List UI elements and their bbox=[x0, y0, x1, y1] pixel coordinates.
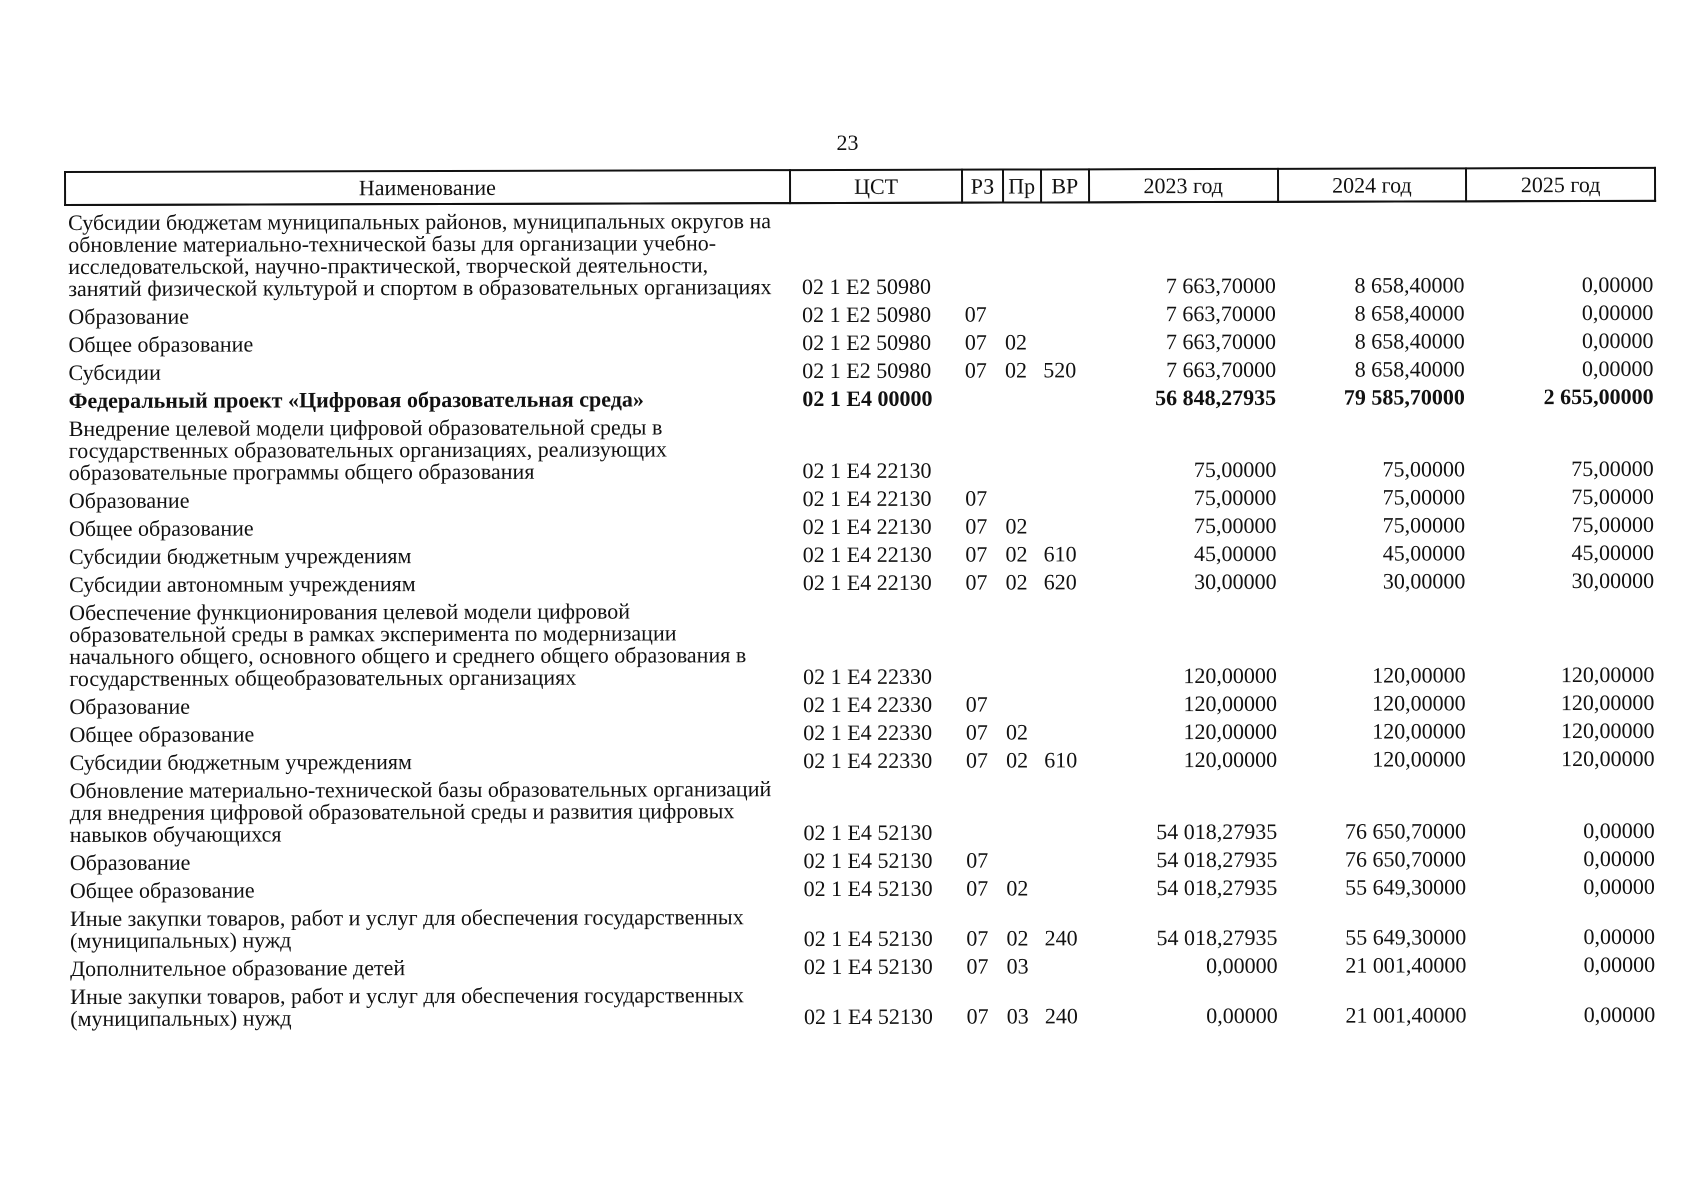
row-cst: 02 1 E4 22330 bbox=[803, 747, 933, 774]
row-vr: 240 bbox=[1044, 925, 1078, 951]
row-name: Общее образование bbox=[69, 721, 255, 747]
row-cst: 02 1 E4 22130 bbox=[802, 457, 932, 484]
table-body bbox=[65, 201, 1657, 1034]
row-value-2024: 76 650,70000 bbox=[1344, 818, 1466, 844]
row-vr bbox=[1041, 301, 1089, 329]
row-value-2025: 0,00000 bbox=[1583, 873, 1655, 900]
row-value-2023: 0,00000 bbox=[1206, 1002, 1278, 1029]
header-cst: ЦСТ bbox=[790, 170, 963, 203]
row-vr: 520 bbox=[1043, 357, 1077, 383]
row-rz: 07 bbox=[965, 691, 988, 717]
row-rz bbox=[963, 598, 1003, 692]
row-value-2024: 55 649,30000 bbox=[1345, 874, 1467, 900]
row-value-2024: 8 658,40000 bbox=[1354, 356, 1465, 382]
table-row bbox=[66, 568, 1656, 600]
row-pr: 02 bbox=[1005, 513, 1028, 539]
row-pr bbox=[1004, 775, 1042, 847]
table-row bbox=[67, 846, 1657, 878]
row-cst: 02 1 E4 22130 bbox=[802, 541, 932, 568]
row-value-2023: 0,00000 bbox=[1206, 952, 1278, 979]
row-name: Субсидии бюджетам муниципальных районов, муниципальных округов на обновление материально-технической базы для организации учебно-исследовательской, научно-практической, творческой деятельности, занятий физической культурой и спортом в образовательных организациях bbox=[68, 208, 772, 301]
row-value-2025: 120,00000 bbox=[1560, 689, 1655, 716]
row-pr: 02 bbox=[1005, 569, 1028, 595]
row-value-2025: 75,00000 bbox=[1571, 511, 1654, 538]
row-vr: 620 bbox=[1043, 569, 1077, 595]
row-vr: 610 bbox=[1043, 541, 1077, 567]
table-header-row bbox=[65, 168, 1655, 205]
table-row bbox=[67, 874, 1657, 906]
row-value-2025: 0,00000 bbox=[1583, 817, 1655, 844]
row-value-2023: 75,00000 bbox=[1193, 512, 1277, 539]
row-value-2024: 75,00000 bbox=[1382, 456, 1466, 482]
row-value-2023: 120,00000 bbox=[1183, 718, 1278, 745]
row-rz: 07 bbox=[966, 1003, 989, 1029]
row-value-2024: 75,00000 bbox=[1382, 484, 1466, 510]
row-cst: 02 1 E2 50980 bbox=[802, 329, 932, 356]
row-rz: 07 bbox=[965, 719, 988, 745]
row-pr: 03 bbox=[1006, 1003, 1029, 1029]
row-rz: 07 bbox=[966, 953, 989, 979]
row-value-2024: 120,00000 bbox=[1372, 690, 1466, 716]
row-rz: 07 bbox=[965, 747, 988, 773]
row-pr bbox=[1004, 691, 1042, 719]
row-name: Федеральный проект «Цифровая образовательная среда» bbox=[68, 386, 644, 413]
row-cst: 02 1 E4 22330 bbox=[803, 691, 933, 718]
row-name: Субсидии бюджетным учреждениям bbox=[69, 749, 412, 775]
row-pr bbox=[1003, 202, 1041, 301]
table-row bbox=[65, 328, 1655, 360]
row-cst: 02 1 E4 52130 bbox=[803, 875, 933, 902]
row-value-2025: 0,00000 bbox=[1581, 355, 1654, 382]
row-value-2024: 120,00000 bbox=[1372, 662, 1466, 688]
row-name: Образование bbox=[68, 303, 190, 329]
row-name: Образование bbox=[69, 849, 191, 875]
row-cst: 02 1 E4 22330 bbox=[803, 719, 933, 746]
row-cst: 02 1 E4 52130 bbox=[803, 925, 933, 952]
row-vr bbox=[1041, 202, 1089, 301]
row-value-2025: 0,00000 bbox=[1583, 1001, 1656, 1028]
row-value-2023: 7 663,70000 bbox=[1166, 356, 1277, 383]
header-rz: РЗ bbox=[962, 170, 1002, 203]
header-2024: 2024 год bbox=[1278, 168, 1467, 201]
row-rz: 07 bbox=[964, 357, 987, 383]
header-pr: Пр bbox=[1003, 169, 1041, 202]
row-name: Общее образование bbox=[68, 515, 254, 541]
row-value-2025: 0,00000 bbox=[1583, 923, 1656, 950]
row-value-2025: 0,00000 bbox=[1581, 299, 1654, 326]
row-value-2023: 7 663,70000 bbox=[1165, 300, 1276, 327]
row-pr: 02 bbox=[1006, 875, 1029, 901]
row-cst: 02 1 E4 22130 bbox=[802, 485, 932, 512]
row-value-2025: 0,00000 bbox=[1581, 327, 1654, 354]
row-rz: 07 bbox=[965, 569, 988, 595]
row-value-2025: 120,00000 bbox=[1560, 661, 1655, 688]
row-value-2025: 120,00000 bbox=[1561, 745, 1655, 772]
row-pr bbox=[1003, 485, 1041, 513]
row-cst: 02 1 E2 50980 bbox=[802, 273, 932, 300]
row-pr bbox=[1003, 301, 1041, 329]
row-rz bbox=[963, 414, 1003, 486]
table-row bbox=[66, 484, 1656, 516]
header-vr: ВР bbox=[1041, 169, 1089, 202]
row-value-2023: 54 018,27935 bbox=[1156, 818, 1278, 845]
header-2025: 2025 год bbox=[1466, 168, 1655, 201]
row-name: Субсидии бюджетным учреждениям bbox=[68, 543, 412, 569]
row-cst: 02 1 E4 52130 bbox=[803, 1003, 933, 1030]
row-pr: 02 bbox=[1004, 329, 1027, 355]
row-rz: 07 bbox=[966, 847, 989, 873]
row-value-2023: 75,00000 bbox=[1193, 484, 1277, 511]
table-row bbox=[67, 902, 1657, 956]
row-pr: 02 bbox=[1006, 925, 1029, 951]
row-value-2024: 120,00000 bbox=[1372, 746, 1466, 772]
row-pr bbox=[1004, 847, 1042, 875]
row-pr: 02 bbox=[1005, 719, 1029, 745]
row-value-2025: 2 655,00000 bbox=[1543, 383, 1654, 410]
row-name: Субсидии автономным учреждениям bbox=[69, 571, 416, 597]
row-vr: 240 bbox=[1044, 1003, 1078, 1029]
row-value-2024: 8 658,40000 bbox=[1354, 328, 1465, 354]
row-value-2024: 75,00000 bbox=[1382, 512, 1466, 538]
row-rz: 07 bbox=[965, 513, 988, 539]
row-value-2023: 45,00000 bbox=[1194, 540, 1277, 567]
row-value-2024: 30,00000 bbox=[1382, 568, 1466, 594]
header-2023: 2023 год bbox=[1089, 169, 1278, 202]
row-value-2025: 0,00000 bbox=[1583, 845, 1655, 872]
row-rz: 07 bbox=[966, 875, 989, 901]
table-row bbox=[65, 356, 1655, 388]
row-value-2023: 7 663,70000 bbox=[1165, 328, 1277, 355]
row-name: Общее образование bbox=[68, 331, 254, 357]
header-name: Наименование bbox=[65, 170, 790, 205]
row-cst: 02 1 E2 50980 bbox=[802, 301, 932, 328]
row-value-2025: 120,00000 bbox=[1560, 717, 1655, 744]
row-value-2023: 120,00000 bbox=[1183, 662, 1277, 689]
row-vr bbox=[1042, 775, 1090, 847]
row-value-2024: 21 001,40000 bbox=[1345, 1002, 1467, 1028]
budget-table bbox=[64, 167, 1658, 1034]
row-name: Субсидии bbox=[68, 359, 161, 385]
row-value-2025: 0,00000 bbox=[1583, 951, 1656, 978]
row-rz bbox=[963, 386, 1003, 414]
row-vr: 610 bbox=[1044, 747, 1078, 773]
row-value-2023: 120,00000 bbox=[1183, 746, 1278, 773]
row-vr bbox=[1041, 485, 1089, 513]
row-pr: 03 bbox=[1006, 953, 1029, 979]
row-vr bbox=[1041, 385, 1089, 413]
row-vr bbox=[1042, 691, 1090, 719]
row-value-2025: 45,00000 bbox=[1571, 539, 1655, 566]
row-pr bbox=[1003, 385, 1041, 413]
row-name: Иные закупки товаров, работ и услуг для обеспечения государственных (муниципальных) нужд bbox=[70, 982, 744, 1031]
row-cst: 02 1 E2 50980 bbox=[802, 357, 932, 384]
row-rz: 07 bbox=[965, 485, 988, 511]
table-row bbox=[66, 718, 1656, 750]
table-row bbox=[66, 512, 1656, 544]
row-name: Внедрение целевой модели цифровой образовательной среды в государственных образовательных организациях, реализующих образовательные программы общего образования bbox=[68, 414, 667, 485]
row-pr: 02 bbox=[1005, 541, 1028, 567]
row-value-2024: 55 649,30000 bbox=[1345, 924, 1467, 950]
row-value-2023: 30,00000 bbox=[1194, 568, 1277, 595]
table-row bbox=[66, 540, 1656, 572]
row-value-2025: 30,00000 bbox=[1571, 567, 1655, 594]
row-pr bbox=[1003, 413, 1041, 485]
row-pr bbox=[1004, 597, 1042, 691]
page-number: 23 bbox=[836, 130, 859, 155]
row-value-2023: 54 018,27935 bbox=[1156, 874, 1278, 901]
row-value-2024: 21 001,40000 bbox=[1345, 952, 1467, 978]
table-row bbox=[66, 596, 1656, 694]
row-rz: 07 bbox=[964, 301, 987, 327]
row-name: Образование bbox=[68, 487, 190, 513]
row-vr bbox=[1042, 513, 1090, 541]
row-vr bbox=[1042, 847, 1090, 875]
row-cst: 02 1 E4 52130 bbox=[803, 819, 933, 846]
table-row bbox=[67, 746, 1657, 778]
table-row bbox=[65, 300, 1655, 332]
row-value-2024: 8 658,40000 bbox=[1354, 300, 1465, 326]
row-value-2024: 76 650,70000 bbox=[1345, 846, 1467, 872]
table-row bbox=[66, 690, 1656, 722]
row-value-2024: 79 585,70000 bbox=[1343, 384, 1465, 410]
row-cst: 02 1 E4 52130 bbox=[803, 847, 933, 874]
row-vr bbox=[1042, 719, 1090, 747]
table-row bbox=[66, 384, 1656, 416]
row-value-2023: 7 663,70000 bbox=[1165, 272, 1276, 299]
row-vr bbox=[1043, 875, 1091, 903]
row-value-2024: 120,00000 bbox=[1372, 718, 1466, 744]
table-row bbox=[67, 952, 1657, 984]
row-name: Обеспечение функционирования целевой модели цифровой образовательной среды в рамках эксперимента по модернизации начального общего, основного общего и среднего общего образования в государственных общеобразовательных организациях bbox=[69, 598, 747, 691]
row-vr bbox=[1043, 953, 1091, 981]
row-cst: 02 1 E4 22330 bbox=[803, 663, 933, 690]
row-pr: 02 bbox=[1006, 747, 1029, 773]
table-row bbox=[66, 412, 1656, 488]
row-vr bbox=[1041, 329, 1089, 357]
row-rz: 07 bbox=[966, 925, 989, 951]
table-row bbox=[67, 774, 1657, 850]
row-value-2024: 45,00000 bbox=[1382, 540, 1466, 566]
table-row bbox=[65, 201, 1655, 304]
row-rz bbox=[962, 203, 1002, 302]
row-name: Общее образование bbox=[69, 877, 255, 903]
row-name: Дополнительное образование детей bbox=[70, 955, 406, 981]
row-rz bbox=[964, 776, 1004, 848]
row-value-2023: 120,00000 bbox=[1183, 690, 1277, 717]
row-name: Иные закупки товаров, работ и услуг для обеспечения государственных (муниципальных) нужд bbox=[69, 904, 744, 953]
row-cst: 02 1 E4 22130 bbox=[802, 569, 932, 596]
row-vr bbox=[1042, 597, 1090, 691]
row-name: Образование bbox=[69, 693, 191, 719]
row-value-2025: 75,00000 bbox=[1571, 483, 1654, 510]
row-value-2023: 54 018,27935 bbox=[1156, 924, 1278, 951]
row-value-2025: 0,00000 bbox=[1581, 271, 1654, 298]
row-value-2023: 75,00000 bbox=[1193, 456, 1277, 483]
row-pr: 02 bbox=[1005, 357, 1028, 383]
row-value-2023: 54 018,27935 bbox=[1156, 846, 1278, 873]
row-cst: 02 1 E4 52130 bbox=[803, 953, 933, 980]
table-row bbox=[67, 980, 1657, 1034]
row-value-2023: 56 848,27935 bbox=[1155, 384, 1277, 411]
row-rz: 07 bbox=[964, 329, 987, 355]
row-value-2024: 8 658,40000 bbox=[1354, 272, 1465, 298]
row-cst: 02 1 E4 22130 bbox=[802, 513, 932, 540]
row-name: Обновление материально-технической базы образовательных организаций для внедрения цифровой образовательной среды и развития цифровых навыков обучающихся bbox=[69, 776, 772, 847]
row-vr bbox=[1041, 413, 1089, 485]
row-cst: 02 1 E4 00000 bbox=[802, 385, 933, 412]
row-value-2025: 75,00000 bbox=[1571, 455, 1654, 482]
row-rz: 07 bbox=[965, 541, 988, 567]
